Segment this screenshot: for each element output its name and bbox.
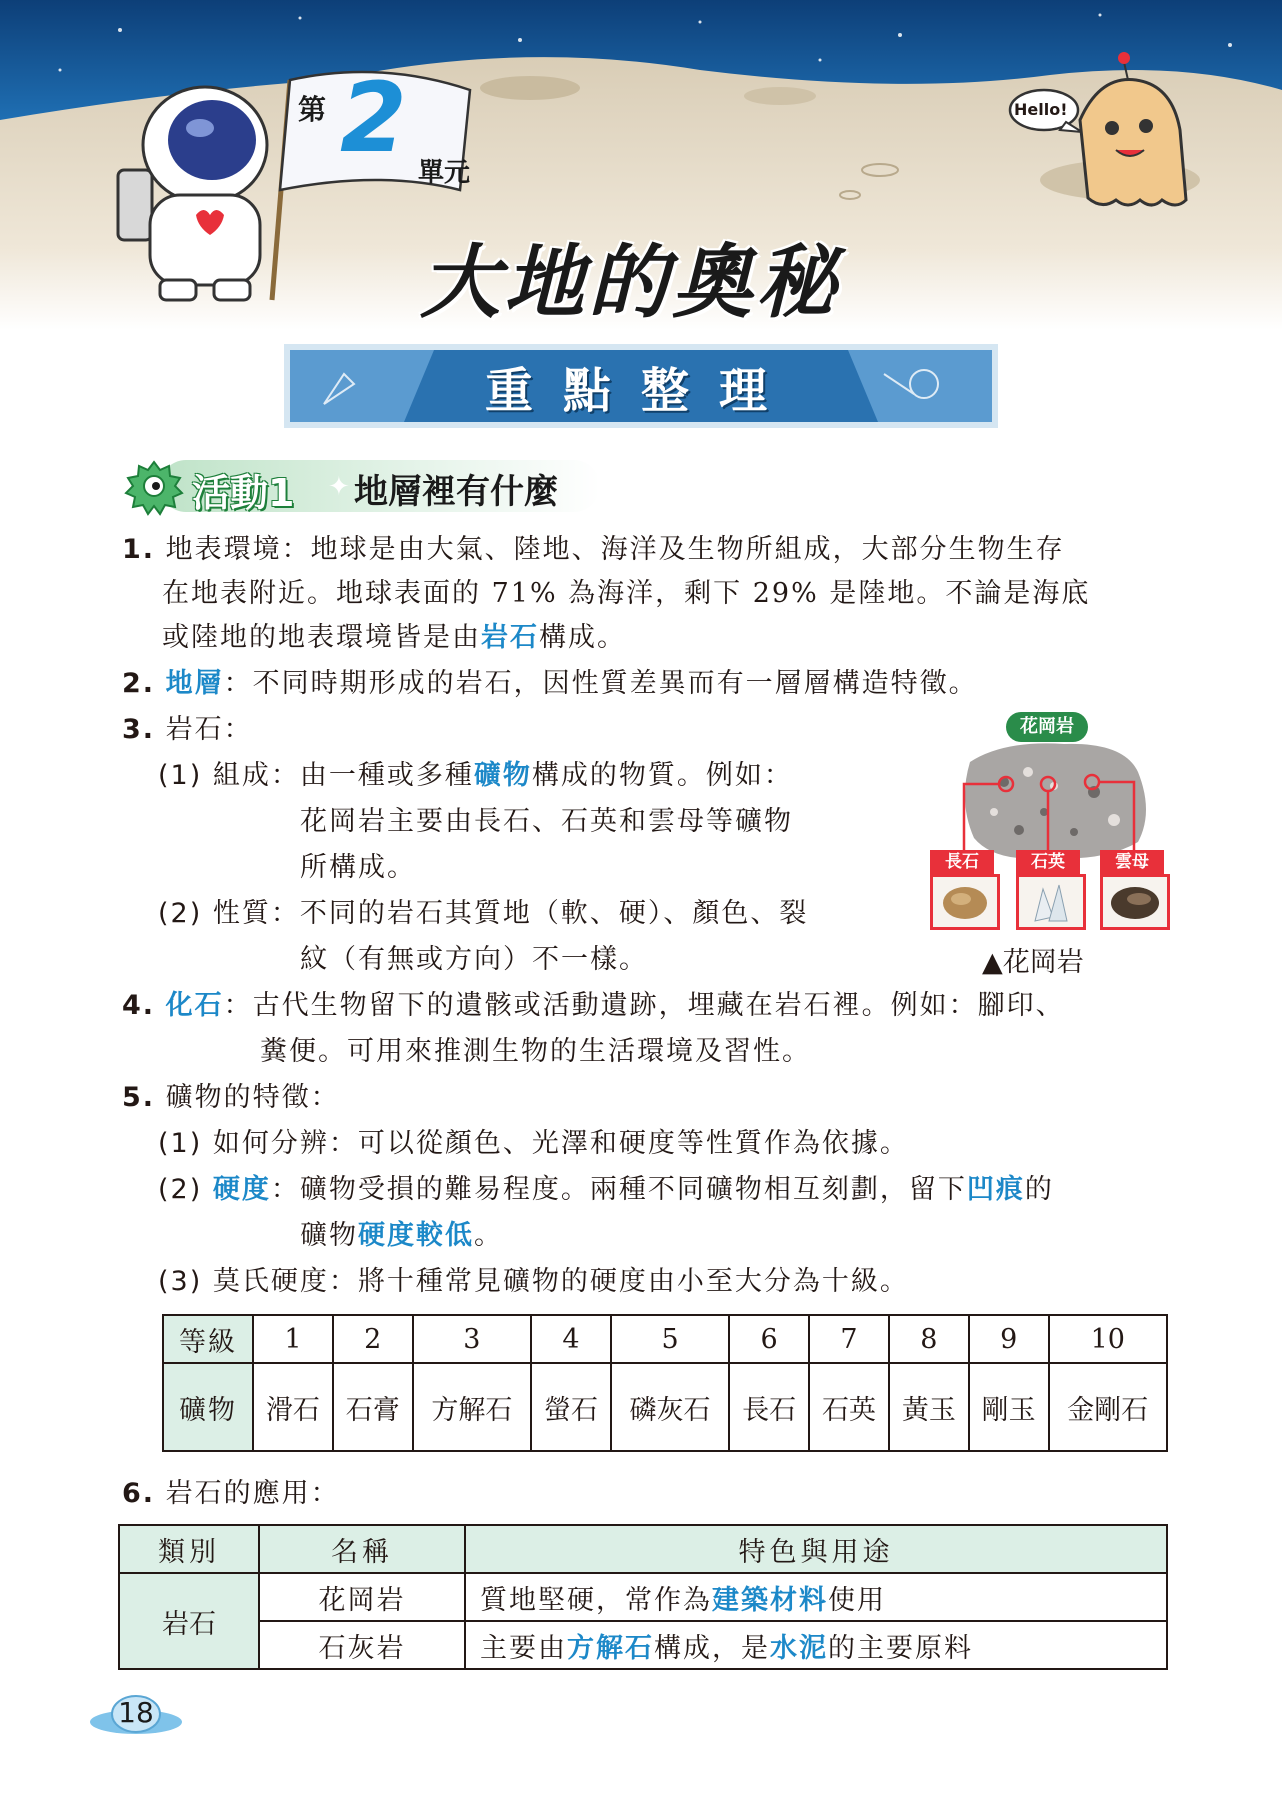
- item-text: 的: [1024, 1174, 1054, 1205]
- item-1-line-2: [162, 574, 1090, 614]
- description-cell: [465, 1573, 1167, 1621]
- mohs-hardness-table: [162, 1314, 1168, 1452]
- unit-number: 2: [340, 62, 407, 174]
- mineral-cell: 剛玉: [969, 1363, 1049, 1451]
- item-text: 構成的物質。例如：: [531, 760, 793, 791]
- item-3-heading: [122, 710, 253, 750]
- activity-heading: [120, 456, 620, 516]
- item-text: ：古代生物留下的遺骸或活動遺跡，埋藏在岩石裡。例如：腳印、: [223, 990, 1065, 1021]
- mineral-cell: 長石: [729, 1363, 809, 1451]
- column-header: 類別: [119, 1525, 259, 1573]
- item-5-sub-3: [158, 1262, 909, 1302]
- page-number-badge: [88, 1692, 184, 1738]
- highlight-term: 化石: [165, 990, 224, 1021]
- item-3-sub-1-line-2: [300, 802, 793, 842]
- mineral-cell: 磷灰石: [611, 1363, 729, 1451]
- item-3-sub-2-line-2: [300, 940, 648, 980]
- sub-number: (1): [158, 1128, 203, 1159]
- item-3-sub-1-line-3: [300, 848, 416, 888]
- highlight-term: 地層: [165, 668, 224, 699]
- item-2: [122, 664, 978, 704]
- item-text: 花岡岩主要由長石、石英和雲母等礦物: [300, 806, 793, 837]
- item-5-sub-2-line-1: [158, 1170, 1054, 1210]
- grade-cell: 5: [611, 1315, 729, 1363]
- item-5-sub-1: [158, 1124, 909, 1164]
- highlight-term: 凹痕: [966, 1174, 1025, 1205]
- item-text: 組成：由一種或多種: [212, 760, 474, 791]
- table-row: [119, 1573, 1167, 1621]
- grade-row: [163, 1315, 1167, 1363]
- star-icon: ✦: [328, 472, 350, 502]
- description-text: 使用: [828, 1584, 886, 1616]
- item-text: 莫氏硬度：將十種常見礦物的硬度由小至大分為十級。: [212, 1266, 909, 1297]
- highlight-term: 硬度較低: [358, 1220, 474, 1251]
- item-text: 礦物: [300, 1220, 358, 1251]
- mineral-cell: 滑石: [253, 1363, 333, 1451]
- item-text: 構成。: [539, 622, 626, 653]
- item-number: 1.: [122, 534, 156, 565]
- grade-cell: 3: [413, 1315, 531, 1363]
- item-text: 紋（有無或方向）不一樣。: [300, 944, 648, 975]
- description-text: 的主要原料: [828, 1632, 973, 1664]
- mineral-cell: 石英: [809, 1363, 889, 1451]
- item-6-heading: [122, 1474, 340, 1514]
- item-text: 如何分辨：可以從顏色、光澤和硬度等性質作為依據。: [212, 1128, 909, 1159]
- name-cell: 花岡岩: [259, 1573, 465, 1621]
- sub-number: (2): [158, 1174, 203, 1205]
- mineral-cell: 方解石: [413, 1363, 531, 1451]
- mineral-cell: 黃玉: [889, 1363, 969, 1451]
- column-header: 名稱: [259, 1525, 465, 1573]
- item-text: 礦物的特徵：: [165, 1082, 340, 1113]
- column-header: 特色與用途: [465, 1525, 1167, 1573]
- grade-cell: 8: [889, 1315, 969, 1363]
- mineral-row: [163, 1363, 1167, 1451]
- item-3-sub-1-line-1: [158, 756, 793, 796]
- unit-prefix: 第: [298, 93, 327, 126]
- item-number: 5.: [122, 1082, 156, 1113]
- rock-application-table: [118, 1524, 1168, 1670]
- description-text: 構成，是: [654, 1632, 770, 1664]
- description-text: 主要由: [480, 1632, 567, 1664]
- granite-figure: [924, 712, 1174, 952]
- table-row: [119, 1621, 1167, 1669]
- granite-tag: 花岡岩: [1006, 712, 1088, 742]
- highlight-term: 方解石: [567, 1632, 654, 1664]
- grade-cell: 7: [809, 1315, 889, 1363]
- item-text: 糞便。可用來推測生物的生活環境及習性。: [260, 1036, 811, 1067]
- item-text: ：不同時期形成的岩石，因性質差異而有一層層構造特徵。: [223, 668, 978, 699]
- item-text: 或陸地的地表環境皆是由: [162, 622, 481, 653]
- grade-cell: 4: [531, 1315, 611, 1363]
- green-monster-icon: [120, 456, 188, 516]
- item-text: 岩石的應用：: [165, 1478, 340, 1509]
- activity-title: 地層裡有什麼: [354, 472, 558, 512]
- description-cell: [465, 1621, 1167, 1669]
- item-text: 地表環境：地球是由大氣、陸地、海洋及生物所組成，大部分生物生存: [165, 534, 1065, 565]
- item-1-line-1: [122, 530, 1065, 570]
- mineral-tag-quartz: 石英: [1016, 850, 1080, 874]
- grade-cell: 6: [729, 1315, 809, 1363]
- grade-cell: 9: [969, 1315, 1049, 1363]
- item-1-line-3: [162, 618, 626, 658]
- unit-title: 大地的奧秘: [420, 236, 840, 329]
- item-3-sub-2-line-1: [158, 894, 808, 934]
- item-text: 性質：不同的岩石其質地（軟、硬）、顏色、裂: [212, 898, 809, 929]
- sub-number: (1): [158, 760, 203, 791]
- row-header: 等級: [163, 1315, 253, 1363]
- key-points-banner: [284, 344, 998, 428]
- item-number: 2.: [122, 668, 156, 699]
- granite-caption: ▲花岡岩: [982, 947, 1084, 978]
- item-number: 4.: [122, 990, 156, 1021]
- mineral-cell: 石膏: [333, 1363, 413, 1451]
- page-number: 18: [118, 1696, 154, 1729]
- item-text: 岩石：: [165, 714, 253, 745]
- item-number: 3.: [122, 714, 156, 745]
- grade-cell: 10: [1049, 1315, 1167, 1363]
- item-5-heading: [122, 1078, 340, 1118]
- item-number: 6.: [122, 1478, 156, 1509]
- unit-suffix: 單元: [418, 158, 471, 188]
- mineral-cell: 螢石: [531, 1363, 611, 1451]
- item-text: 。: [474, 1220, 503, 1251]
- item-text: 在地表附近。地球表面的 71% 為海洋，剩下 29% 是陸地。不論是海底: [162, 578, 1091, 609]
- category-cell: 岩石: [119, 1573, 259, 1669]
- sub-number: (2): [158, 898, 203, 929]
- sub-number: (3): [158, 1266, 203, 1297]
- unit-header: [0, 0, 1282, 330]
- highlight-term: 水泥: [770, 1632, 828, 1664]
- feldspar-image: [930, 874, 1000, 930]
- description-text: 質地堅硬，常作為: [480, 1584, 712, 1616]
- banner-title: 重點整理: [484, 362, 797, 419]
- speech-bubble-text: Hello!: [1014, 100, 1068, 119]
- table-header-row: [119, 1525, 1167, 1573]
- item-text: 所構成。: [300, 852, 416, 883]
- item-4-line-2: [260, 1032, 811, 1072]
- mineral-tag-feldspar: 長石: [930, 850, 994, 874]
- item-5-sub-2-line-2: [300, 1216, 503, 1256]
- grade-cell: 1: [253, 1315, 333, 1363]
- name-cell: 石灰岩: [259, 1621, 465, 1669]
- highlight-term: 建築材料: [712, 1584, 828, 1616]
- item-4-line-1: [122, 986, 1065, 1026]
- grade-cell: 2: [333, 1315, 413, 1363]
- item-text: ：礦物受損的難易程度。兩種不同礦物相互刻劃，留下: [270, 1174, 967, 1205]
- mineral-cell: 金剛石: [1049, 1363, 1167, 1451]
- activity-label: 活動1: [192, 471, 295, 515]
- quartz-image: [1016, 874, 1086, 930]
- mineral-tag-mica: 雲母: [1100, 850, 1164, 874]
- highlight-term: 礦物: [473, 760, 532, 791]
- highlight-term: 岩石: [481, 622, 539, 653]
- highlight-term: 硬度: [212, 1174, 271, 1205]
- row-header: 礦物: [163, 1363, 253, 1451]
- mica-image: [1100, 874, 1170, 930]
